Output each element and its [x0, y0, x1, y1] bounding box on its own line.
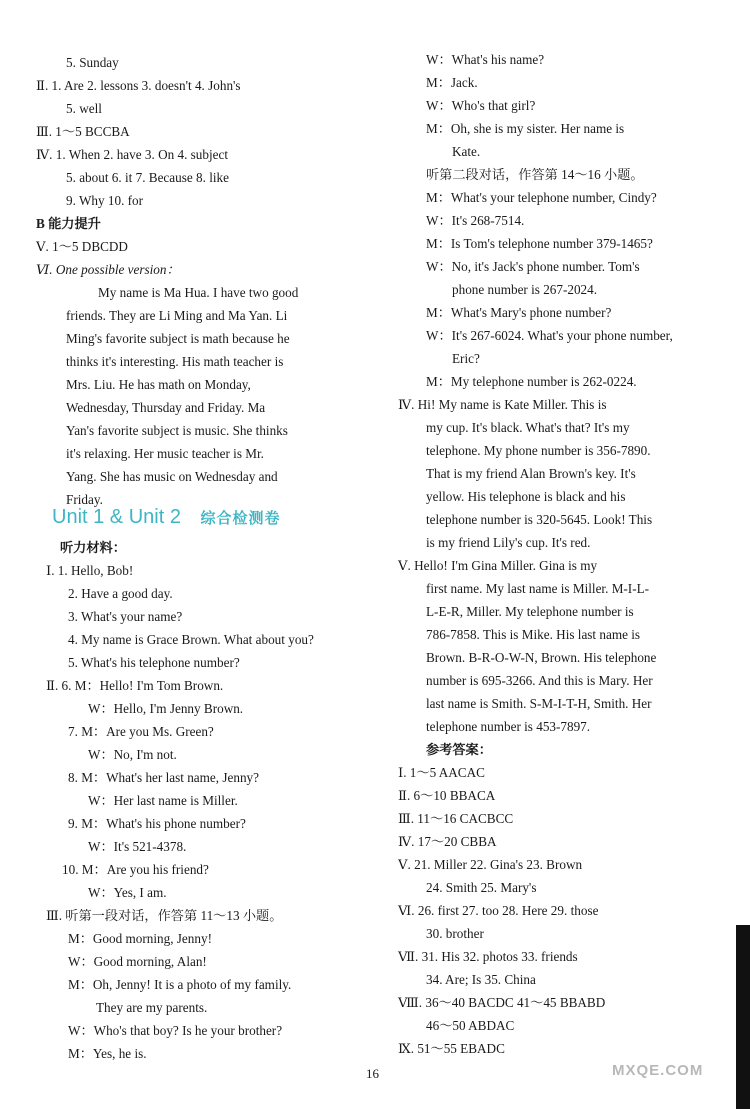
text-line: Ⅱ. 1. Are 2. lessons 3. doesn't 4. John's — [36, 78, 241, 93]
essay-line: Wednesday, Thursday and Friday. Ma — [66, 400, 266, 415]
text-line: W：Good morning, Alan! — [68, 954, 207, 969]
text-line: L-E-R, Miller. My telephone number is — [426, 604, 634, 619]
section-heading-main: Unit 1 & Unit 2 — [52, 506, 181, 528]
answer-line: Ⅷ. 36～40 BACDC 41～45 BBABD — [398, 995, 606, 1010]
essay-line: it's relaxing. Her music teacher is Mr. — [66, 446, 264, 461]
text-line: 10. M：Are you his friend? — [62, 862, 209, 877]
essay-line: Ming's favorite subject is math because he — [66, 331, 290, 346]
text-line: yellow. His telephone is black and his — [426, 489, 626, 504]
section-heading-sub: 综合检测卷 — [200, 510, 281, 527]
text-line: M：What's Mary's phone number? — [426, 305, 612, 320]
text-line: W：Who's that girl? — [426, 98, 536, 113]
text-line: 听第二段对话，作答第 14～16 小题。 — [426, 167, 644, 182]
text-line: W：It's 268-7514. — [426, 213, 525, 228]
page-number: 16 — [366, 1066, 379, 1081]
text-line: Ⅴ. 1～5 DBCDD — [36, 239, 128, 254]
text-line: first name. My last name is Miller. M-I-L- — [426, 581, 650, 596]
essay-line: My name is Ma Hua. I have two good — [98, 285, 299, 300]
text-line: is my friend Lily's cup. It's red. — [426, 535, 591, 550]
text-line: 5. well — [66, 101, 102, 116]
text-line: W：Who's that boy? Is he your brother? — [68, 1023, 283, 1038]
watermark: MXQE.COM — [612, 1062, 704, 1079]
text-line: 3. What's your name? — [68, 609, 183, 624]
text-line: M：Jack. — [426, 75, 478, 90]
text-line: W：It's 521-4378. — [88, 839, 187, 854]
text-line: W：It's 267-6024. What's your phone number, — [426, 328, 673, 343]
answer-line: Ⅴ. 21. Miller 22. Gina's 23. Brown — [398, 857, 583, 872]
answer-line: 34. Are; Is 35. China — [426, 972, 536, 987]
text-line: 786-7858. This is Mike. His last name is — [426, 627, 641, 642]
text-line: W：What's his name? — [426, 52, 545, 67]
answer-line: Ⅸ. 51～55 EBADC — [398, 1041, 505, 1056]
text-line: Ⅵ. One possible version： — [36, 262, 180, 277]
answer-line: Ⅵ. 26. first 27. too 28. Here 29. those — [398, 903, 599, 918]
text-line: That is my friend Alan Brown's key. It's — [426, 466, 636, 481]
text-line: M：Good morning, Jenny! — [68, 931, 212, 946]
text-line: telephone. My phone number is 356-7890. — [426, 443, 651, 458]
text-line: W：Her last name is Miller. — [88, 793, 238, 808]
text-line: my cup. It's black. What's that? It's my — [426, 420, 630, 435]
text-line: M：Oh, Jenny! It is a photo of my family. — [68, 977, 292, 992]
essay-line: thinks it's interesting. His math teacher is — [66, 354, 284, 369]
text-line: Ⅳ. Hi! My name is Kate Miller. This is — [398, 397, 607, 412]
text-line: 9. M：What's his phone number? — [68, 816, 246, 831]
text-line: Ⅲ. 听第一段对话，作答第 11～13 小题。 — [46, 908, 283, 923]
text-line: W：No, I'm not. — [88, 747, 177, 762]
essay-line: Yan's favorite subject is music. She thinks — [66, 423, 288, 438]
essay-line: Friday. — [66, 492, 103, 507]
text-line: M：What's your telephone number, Cindy? — [426, 190, 657, 205]
text-line: 2. Have a good day. — [68, 586, 173, 601]
text-line: telephone number is 320-5645. Look! This — [426, 512, 653, 527]
text-line: W：No, it's Jack's phone number. Tom's — [426, 259, 640, 274]
text-line: M：Oh, she is my sister. Her name is — [426, 121, 625, 136]
essay-line: Mrs. Liu. He has math on Monday, — [66, 377, 251, 392]
text-line: They are my parents. — [96, 1000, 208, 1015]
text-line: 5. about 6. it 7. Because 8. like — [66, 170, 229, 185]
answer-line: 24. Smith 25. Mary's — [426, 880, 537, 895]
text-line: W：Hello, I'm Jenny Brown. — [88, 701, 244, 716]
text-line: 8. M：What's her last name, Jenny? — [68, 770, 259, 785]
text-line: 5. Sunday — [66, 55, 119, 70]
text-line: last name is Smith. S-M-I-T-H, Smith. Her — [426, 696, 652, 711]
text-line: Ⅱ. 6. M：Hello! I'm Tom Brown. — [46, 678, 224, 693]
text-line: phone number is 267-2024. — [452, 282, 598, 297]
section-label: 参考答案： — [426, 742, 492, 757]
edge-tab — [736, 925, 750, 1109]
text-line: 5. What's his telephone number? — [68, 655, 240, 670]
essay-line: Yang. She has music on Wednesday and — [66, 469, 278, 484]
section-heading — [52, 506, 281, 529]
text-line: 4. My name is Grace Brown. What about you? — [68, 632, 314, 647]
text-line: Ⅰ. 1. Hello, Bob! — [46, 563, 134, 578]
text-line: telephone number is 453-7897. — [426, 719, 591, 734]
text-line: M：Yes, he is. — [68, 1046, 147, 1061]
text-line: 7. M：Are you Ms. Green? — [68, 724, 214, 739]
answer-line: Ⅲ. 11～16 CACBCC — [398, 811, 514, 826]
answer-line: Ⅱ. 6～10 BBACA — [398, 788, 496, 803]
text-line: W：Yes, I am. — [88, 885, 167, 900]
answer-line: Ⅶ. 31. His 32. photos 33. friends — [398, 949, 578, 964]
answer-line: 30. brother — [426, 926, 484, 941]
text-line: Eric? — [452, 351, 480, 366]
text-line: Ⅴ. Hello! I'm Gina Miller. Gina is my — [398, 558, 598, 573]
section-label: 听力材料： — [60, 540, 126, 555]
section-label: B 能力提升 — [36, 216, 101, 231]
essay-line: friends. They are Li Ming and Ma Yan. Li — [66, 308, 288, 323]
answer-line: Ⅰ. 1～5 AACAC — [398, 765, 485, 780]
text-line: number is 695-3266. And this is Mary. Her — [426, 673, 653, 688]
text-line: Brown. B-R-O-W-N, Brown. His telephone — [426, 650, 657, 665]
answer-line: 46～50 ABDAC — [426, 1018, 515, 1033]
text-line: M：Is Tom's telephone number 379-1465? — [426, 236, 653, 251]
text-line: Ⅲ. 1～5 BCCBA — [36, 124, 130, 139]
text-line: Ⅳ. 1. When 2. have 3. On 4. subject — [36, 147, 229, 162]
answer-line: Ⅳ. 17～20 CBBA — [398, 834, 497, 849]
text-line: Kate. — [452, 144, 481, 159]
text-line: M：My telephone number is 262-0224. — [426, 374, 637, 389]
text-line: 9. Why 10. for — [66, 193, 144, 208]
